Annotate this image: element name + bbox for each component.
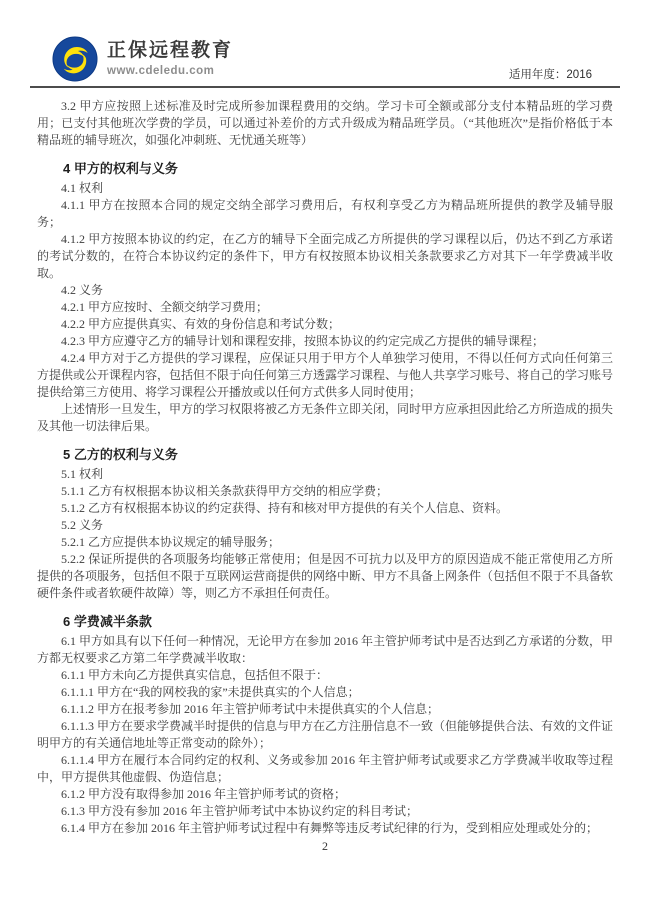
company-website: www.cdeledu.com: [107, 65, 215, 77]
clause-6-1-1-1: 6.1.1.1 甲方在“我的网校我的家”未提供真实的个人信息；: [61, 685, 360, 699]
clause-4-2: 4.2 义务: [61, 283, 104, 297]
company-logo-icon: [52, 36, 98, 82]
clause-4-2-4: 4.2.4 甲方对于乙方提供的学习课程，应保证只用于甲方个人单独学习使用，不得以任何方式向任何第三方提供或公开课程内容，包括但不限于向任何第三方透露学习课程、与他人共享学习账号、将自己的学习账号提供给第三方使用、将学习课程公开播放或以任何方式供多人同时使用；: [37, 351, 614, 399]
clause-5-2: 5.2 义务: [61, 518, 104, 532]
clause-4-2-1: 4.2.1 甲方应按时、全额交纳学习费用；: [61, 300, 269, 314]
brand-text: [107, 40, 233, 78]
clause-6-1-2: 6.1.2 甲方没有取得参加 2016 年主管护师考试的资格；: [61, 787, 347, 801]
clause-4-2-4-consequence: 上述情形一旦发生，甲方的学习权限将被乙方无条件立即关闭，同时甲方应承担因此给乙方所造成的损失及其他一切法律后果。: [37, 402, 614, 433]
clause-4-2-2: 4.2.2 甲方应提供真实、有效的身份信息和考试分数；: [61, 317, 341, 331]
page-footer: [0, 837, 650, 855]
clause-6-1: 6.1 甲方如具有以下任何一种情况，无论甲方在参加 2016 年主管护师考试中是否达到乙方承诺的分数，甲方都无权要求乙方第二年学费减半收取：: [37, 634, 614, 665]
section-heading-4: 4 甲方的权利与义务: [63, 161, 178, 176]
clause-6-1-1-3: 6.1.1.3 甲方在要求学费减半时提供的信息与甲方在乙方注册信息不一致（但能够提供合法、有效的文件证明甲方的有关通信地址等正常变动的除外）；: [37, 719, 614, 750]
clause-5-1-2: 5.1.2 乙方有权根据本协议的约定获得、持有和核对甲方提供的有关个人信息、资料。: [61, 501, 509, 515]
brand: [52, 36, 233, 82]
page-number: 2: [322, 839, 328, 853]
clause-3-2: 3.2 甲方应按照上述标准及时完成所参加课程费用的交纳。学习卡可全额或部分支付本精品班的学习费用；已支付其他班次学费的学员，可以通过补差价的方式升级成为精品班学员。（“其他班次”是指价格低于本精品班的辅导班次，如强化冲刺班、无忧通关班等）: [37, 99, 613, 147]
clause-6-1-1: 6.1.1 甲方未向乙方提供真实信息，包括但不限于：: [61, 668, 329, 682]
applicable-year-label: 适用年度：2016: [508, 69, 592, 81]
clause-4-1-2: 4.1.2 甲方按照本协议的约定，在乙方的辅导下全面完成乙方所提供的学习课程以后，仍达不到乙方承诺的考试分数的，在符合本协议约定的条件下，甲方有权按照本协议相关条款要求乙方对其下一年学费减半收取。: [37, 232, 613, 280]
clause-4-1: 4.1 权利: [61, 181, 104, 195]
clause-5-2-2: 5.2.2 保证所提供的各项服务均能够正常使用；但是因不可抗力以及甲方的原因造成不能正常使用乙方所提供的各项服务，包括但不限于互联网运营商提供的网络中断、甲方不具备上网条件（包括但不限于不具备软硬件条件或者软硬件故障）等，则乙方不承担任何责任。: [37, 552, 614, 600]
clause-6-1-3: 6.1.3 甲方没有参加 2016 年主管护师考试中本协议约定的科目考试；: [61, 804, 419, 818]
clause-6-1-1-4: 6.1.1.4 甲方在履行本合同约定的权利、义务或参加 2016 年主管护师考试或要求乙方学费减半收取等过程中，甲方提供其他虚假、伪造信息；: [37, 753, 613, 784]
section-heading-5: 5 乙方的权利与义务: [63, 447, 178, 462]
clause-5-1: 5.1 权利: [61, 467, 104, 481]
section-heading-6: 6 学费减半条款: [63, 614, 152, 629]
clause-6-1-4: 6.1.4 甲方在参加 2016 年主管护师考试过程中有舞弊等违反考试纪律的行为，受到相应处理或处分的；: [61, 821, 599, 835]
clause-6-1-1-2: 6.1.1.2 甲方在报考参加 2016 年主管护师考试中未提供真实的个人信息；: [61, 702, 440, 716]
contract-body: [37, 98, 613, 837]
company-name: 正保远程教育: [107, 40, 234, 61]
clause-4-2-3: 4.2.3 甲方应遵守乙方的辅导计划和课程安排，按照本协议的约定完成乙方提供的辅导课程；: [61, 334, 545, 348]
clause-4-1-1: 4.1.1 甲方在按照本合同的规定交纳全部学习费用后，有权利享受乙方为精品班所提供的教学及辅导服务；: [37, 198, 613, 229]
clause-5-2-1: 5.2.1 乙方应提供本协议规定的辅导服务；: [61, 535, 281, 549]
page-header: [30, 36, 620, 88]
clause-5-1-1: 5.1.1 乙方有权根据本协议相关条款获得甲方交纳的相应学费；: [61, 484, 389, 498]
